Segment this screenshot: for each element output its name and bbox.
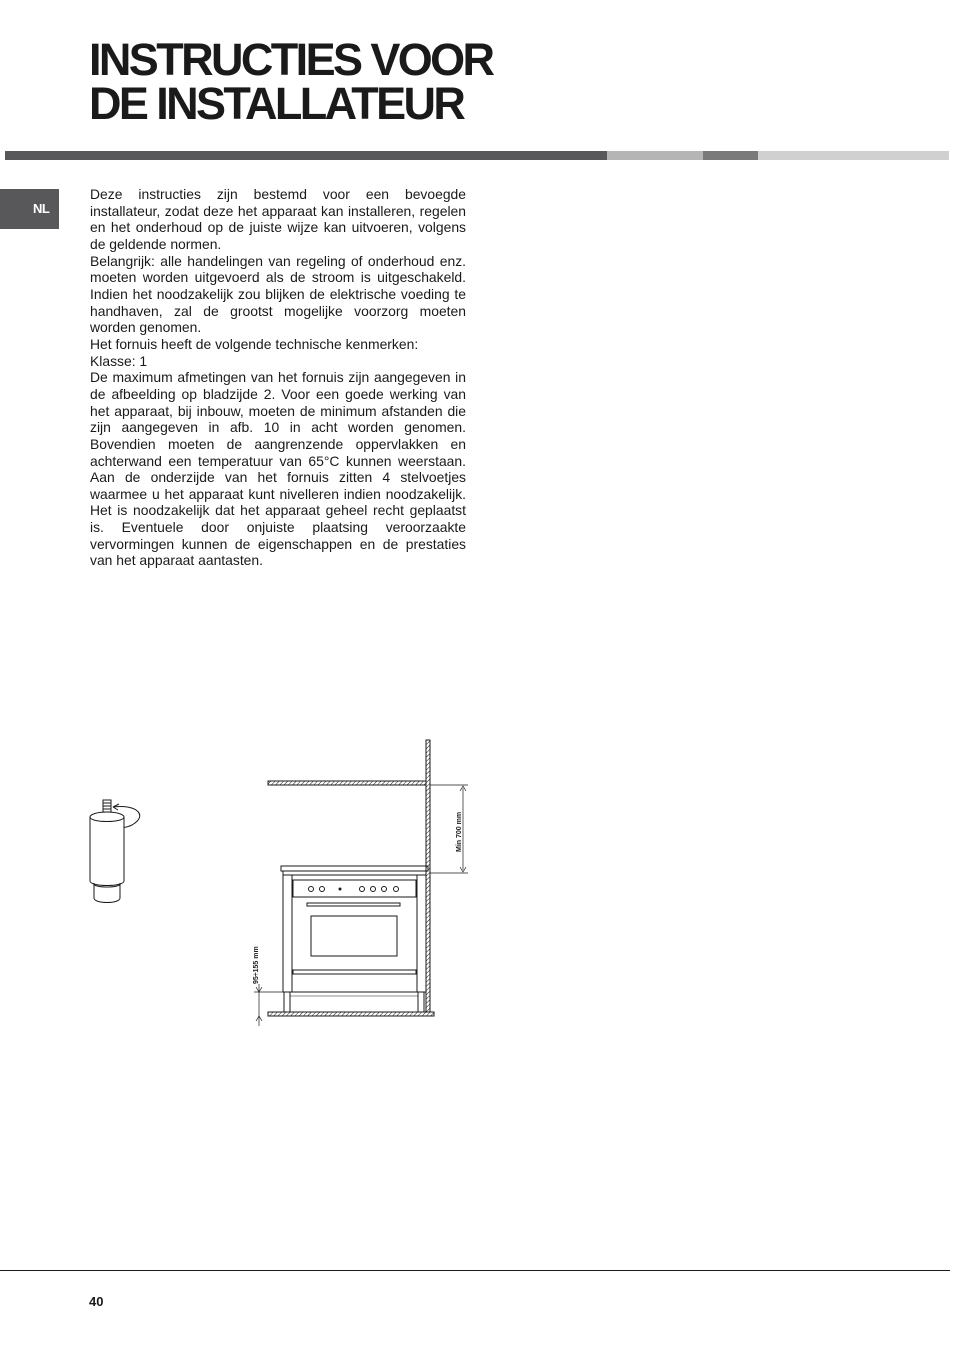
paragraph-intro: Deze instructies zijn bestemd voor een bevoegde installateur, zodat deze het apparaat kan installeren, regelen en het onderhoud op de juiste wijze kan uitvoeren, volgens de geldende normen.: [90, 186, 466, 252]
page-title: [89, 34, 493, 129]
language-tab: NL: [0, 189, 59, 229]
installation-clearance-drawing: [250, 738, 472, 1028]
page-title-line-1: INSTRUCTIES VOOR: [89, 34, 493, 85]
paragraph-class: Klasse: 1: [90, 352, 148, 369]
dimension-min-700: Min 700 mm: [456, 811, 463, 852]
header-rule-dark: [5, 151, 607, 160]
page-number: 40: [89, 1294, 104, 1309]
paragraph-important: Belangrijk: alle handelingen van regeling of onderhoud enz. moeten worden uitgevoerd als de stroom is uitgeschakeld. Indien het noodzakelijk zou blijken de elektrische voeding te handhaven, zal de grootst mogelijke voorzorg moeten worden genomen.: [90, 252, 466, 336]
footer-rule: [0, 1270, 950, 1271]
dimension-feet-height: 95÷155 mm: [253, 946, 260, 984]
header-rule-light: [607, 151, 703, 160]
paragraph-dimensions: De maximum afmetingen van het fornuis zijn aangegeven in de afbeelding op bladzijde 2. Voor een goede werking van het apparaat, bij inbouw, moeten de minimum afstanden die zijn aangegeven in afb. 10 in acht worden genomen. Bovendien moeten de aangrenzende oppervlakken en achterwand een temperatuur van 65°C kunnen weerstaan. Aan de onderzijde van het fornuis zitten 4 stelvoetjes waarmee u het apparaat kunt nivelleren indien noodzakelijk. Het is noodzakelijk dat het apparaat geheel recht geplaatst is. Eventuele door onjuiste plaatsing veroorzaakte vervormingen kunnen de eigenschappen en de prestaties van het apparaat aantasten.: [90, 369, 466, 569]
paragraph-specs: Het fornuis heeft de volgende technische kenmerken:: [90, 335, 419, 352]
instructions-text: [90, 186, 466, 569]
header-rule-mid: [703, 151, 758, 160]
adjustable-foot-icon: [86, 798, 148, 906]
page-title-line-2: DE INSTALLATEUR: [89, 78, 464, 129]
header-rule-pale: [758, 151, 949, 160]
